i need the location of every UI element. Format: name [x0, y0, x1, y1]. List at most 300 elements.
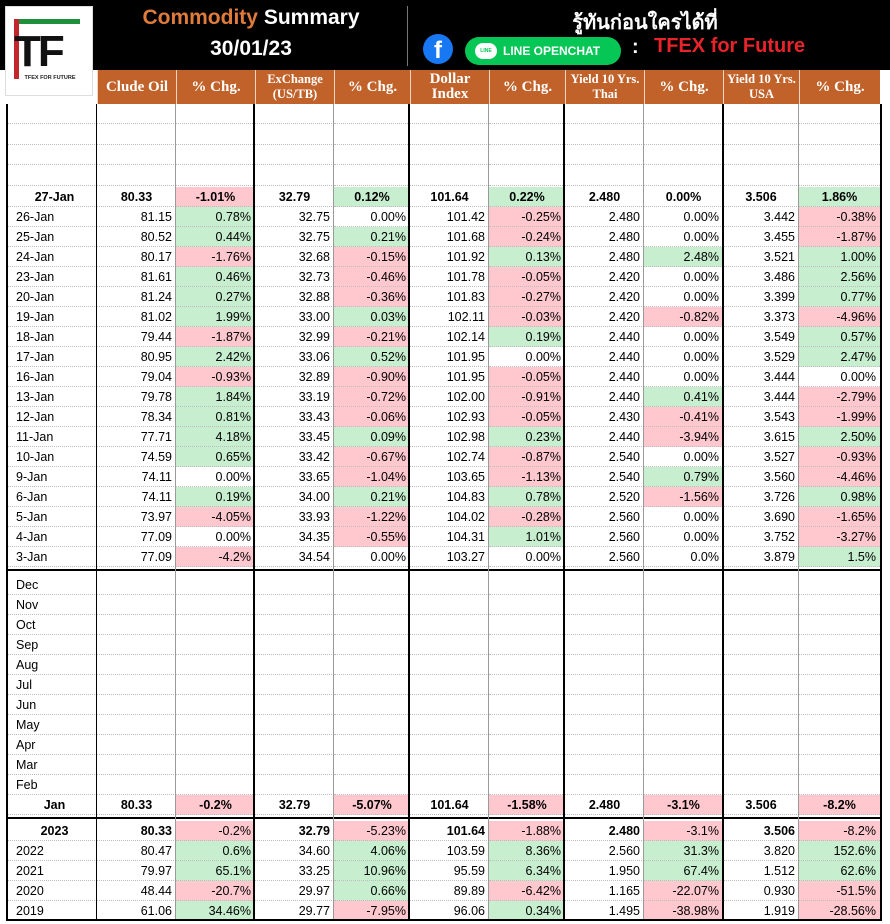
value-cell	[565, 125, 644, 145]
row-label: Oct	[6, 615, 97, 635]
value-cell	[723, 755, 799, 775]
row-label: 4-Jan	[6, 527, 97, 547]
value-cell: 33.19	[255, 387, 334, 407]
row-label: 2023	[6, 821, 97, 841]
change-cell	[644, 166, 723, 186]
value-cell: 2.440	[565, 327, 644, 347]
row-label: Dec	[6, 575, 97, 595]
change-cell: -1.76%	[176, 247, 255, 267]
value-cell	[97, 695, 176, 715]
change-cell: 0.19%	[176, 487, 255, 507]
change-cell: -51.5%	[799, 881, 880, 901]
value-cell: 29.97	[255, 881, 334, 901]
change-cell: -22.07%	[644, 881, 723, 901]
value-cell	[565, 104, 644, 124]
change-cell: 0.57%	[799, 327, 880, 347]
change-cell: -0.05%	[489, 267, 565, 287]
value-cell	[410, 575, 489, 595]
value-cell: 101.83	[410, 287, 489, 307]
change-cell: -0.93%	[176, 367, 255, 387]
value-cell: 103.65	[410, 467, 489, 487]
line-openchat-button[interactable]	[465, 37, 621, 65]
change-cell	[176, 615, 255, 635]
change-cell: 0.52%	[334, 347, 410, 367]
change-cell: -0.90%	[334, 367, 410, 387]
change-cell: -0.72%	[334, 387, 410, 407]
change-cell: -0.28%	[489, 507, 565, 527]
value-cell: 2.440	[565, 387, 644, 407]
daily-row	[0, 247, 890, 267]
change-cell	[334, 104, 410, 124]
value-cell: 102.11	[410, 307, 489, 327]
change-cell	[334, 755, 410, 775]
row-label: Sep	[6, 635, 97, 655]
column-rule	[408, 104, 410, 920]
change-cell	[644, 145, 723, 165]
section-divider	[6, 817, 882, 819]
value-cell	[723, 715, 799, 735]
value-cell: 81.24	[97, 287, 176, 307]
facebook-icon[interactable]: f	[423, 34, 453, 64]
row-label: 18-Jan	[6, 327, 97, 347]
value-cell: 34.00	[255, 487, 334, 507]
value-cell: 32.79	[255, 187, 334, 207]
change-cell: -0.82%	[644, 307, 723, 327]
change-cell: 0.19%	[489, 327, 565, 347]
change-cell: -3.1%	[644, 795, 723, 815]
month-row	[0, 755, 890, 775]
value-cell: 34.35	[255, 527, 334, 547]
change-cell: -0.87%	[489, 447, 565, 467]
change-cell: -5.07%	[334, 795, 410, 815]
change-cell: 0.41%	[644, 387, 723, 407]
tf-logo	[5, 6, 93, 96]
change-cell	[489, 635, 565, 655]
daily-row	[0, 467, 890, 487]
value-cell	[97, 166, 176, 186]
change-cell	[176, 755, 255, 775]
change-cell: 34.46%	[176, 901, 255, 921]
change-cell: -1.22%	[334, 507, 410, 527]
value-cell: 33.42	[255, 447, 334, 467]
change-cell	[644, 775, 723, 795]
change-cell: 1.5%	[799, 547, 880, 567]
change-cell: 0.00%	[334, 207, 410, 227]
value-cell: 80.47	[97, 841, 176, 861]
change-cell: 0.00%	[489, 547, 565, 567]
change-cell: 0.78%	[489, 487, 565, 507]
value-cell: 48.44	[97, 881, 176, 901]
row-label: 16-Jan	[6, 367, 97, 387]
change-cell: 0.00%	[644, 507, 723, 527]
empty-row	[0, 125, 890, 145]
value-cell	[255, 695, 334, 715]
change-cell: 6.34%	[489, 861, 565, 881]
value-cell: 101.42	[410, 207, 489, 227]
change-cell	[489, 125, 565, 145]
value-cell: 3.444	[723, 367, 799, 387]
change-cell	[489, 715, 565, 735]
change-cell: 0.09%	[334, 427, 410, 447]
change-cell	[176, 125, 255, 145]
value-cell	[97, 595, 176, 615]
header-colon: :	[632, 36, 639, 58]
change-cell: 0.00%	[644, 287, 723, 307]
column-header-3: % Chg.	[334, 70, 410, 104]
value-cell: 74.59	[97, 447, 176, 467]
value-cell: 2.520	[565, 487, 644, 507]
value-cell: 3.752	[723, 527, 799, 547]
change-cell	[176, 145, 255, 165]
daily-row	[0, 487, 890, 507]
row-label: 2021	[6, 861, 97, 881]
row-label: 24-Jan	[6, 247, 97, 267]
change-cell: -1.87%	[176, 327, 255, 347]
column-rule	[96, 104, 97, 920]
value-cell: 61.06	[97, 901, 176, 921]
value-cell	[723, 595, 799, 615]
change-cell: 0.00%	[489, 347, 565, 367]
month-row	[0, 655, 890, 675]
value-cell	[565, 615, 644, 635]
change-cell	[799, 615, 880, 635]
row-label	[6, 104, 97, 124]
change-cell	[799, 715, 880, 735]
change-cell: -0.36%	[334, 287, 410, 307]
change-cell: -1.01%	[176, 187, 255, 207]
change-cell	[799, 104, 880, 124]
change-cell: 0.00%	[799, 367, 880, 387]
change-cell: 0.0%	[644, 547, 723, 567]
value-cell	[565, 655, 644, 675]
change-cell: -1.13%	[489, 467, 565, 487]
value-cell	[565, 775, 644, 795]
column-rule	[880, 104, 882, 920]
daily-row	[0, 327, 890, 347]
change-cell: -3.94%	[644, 427, 723, 447]
value-cell: 3.442	[723, 207, 799, 227]
change-cell	[489, 104, 565, 124]
change-cell: 0.00%	[644, 187, 723, 207]
daily-row	[0, 347, 890, 367]
value-cell: 2.420	[565, 267, 644, 287]
change-cell: -1.99%	[799, 407, 880, 427]
column-header-8: Yield 10 Yrs. USA	[723, 70, 799, 104]
change-cell: 2.56%	[799, 267, 880, 287]
row-label: May	[6, 715, 97, 735]
daily-row	[0, 367, 890, 387]
row-label: 19-Jan	[6, 307, 97, 327]
value-cell	[565, 675, 644, 695]
change-cell: -0.91%	[489, 387, 565, 407]
value-cell	[410, 145, 489, 165]
value-cell	[410, 166, 489, 186]
change-cell: 0.21%	[334, 487, 410, 507]
value-cell	[723, 145, 799, 165]
change-cell: -7.95%	[334, 901, 410, 921]
value-cell	[255, 735, 334, 755]
value-cell	[255, 575, 334, 595]
change-cell	[799, 775, 880, 795]
daily-row	[0, 427, 890, 447]
change-cell: -0.24%	[489, 227, 565, 247]
change-cell: 0.13%	[489, 247, 565, 267]
change-cell	[334, 675, 410, 695]
value-cell: 2.420	[565, 307, 644, 327]
change-cell: 0.21%	[334, 227, 410, 247]
change-cell	[799, 755, 880, 775]
change-cell	[489, 595, 565, 615]
value-cell	[410, 104, 489, 124]
change-cell	[799, 125, 880, 145]
value-cell	[97, 675, 176, 695]
value-cell: 81.61	[97, 267, 176, 287]
month-row	[0, 735, 890, 755]
value-cell: 3.444	[723, 387, 799, 407]
change-cell	[334, 125, 410, 145]
change-cell: -6.42%	[489, 881, 565, 901]
month-row	[0, 635, 890, 655]
jan-summary-row	[0, 795, 890, 815]
change-cell: 0.00%	[644, 527, 723, 547]
change-cell: -0.06%	[334, 407, 410, 427]
value-cell	[255, 655, 334, 675]
row-label: 9-Jan	[6, 467, 97, 487]
change-cell	[799, 635, 880, 655]
change-cell: 0.6%	[176, 841, 255, 861]
value-cell: 74.11	[97, 467, 176, 487]
change-cell	[799, 145, 880, 165]
change-cell: 1.01%	[489, 527, 565, 547]
change-cell: -3.27%	[799, 527, 880, 547]
row-label: Apr	[6, 735, 97, 755]
value-cell	[565, 145, 644, 165]
change-cell: 0.00%	[176, 527, 255, 547]
change-cell: 1.00%	[799, 247, 880, 267]
section-divider	[6, 569, 882, 571]
change-cell: 2.48%	[644, 247, 723, 267]
value-cell	[410, 655, 489, 675]
daily-row	[0, 227, 890, 247]
value-cell: 3.543	[723, 407, 799, 427]
value-cell: 1.919	[723, 901, 799, 921]
row-label: 2019	[6, 901, 97, 921]
value-cell	[255, 595, 334, 615]
change-cell: -2.79%	[799, 387, 880, 407]
row-label: 2020	[6, 881, 97, 901]
daily-row	[0, 267, 890, 287]
change-cell: 2.50%	[799, 427, 880, 447]
change-cell	[644, 655, 723, 675]
value-cell: 32.68	[255, 247, 334, 267]
report-date: 30/01/23	[210, 37, 292, 60]
daily-row	[0, 527, 890, 547]
value-cell	[565, 715, 644, 735]
value-cell: 95.59	[410, 861, 489, 881]
row-label: 5-Jan	[6, 507, 97, 527]
value-cell: 32.75	[255, 227, 334, 247]
value-cell	[410, 775, 489, 795]
change-cell: 0.00%	[644, 347, 723, 367]
row-label: Nov	[6, 595, 97, 615]
year-row	[0, 901, 890, 921]
row-label: 2022	[6, 841, 97, 861]
value-cell: 3.527	[723, 447, 799, 467]
row-label: Jul	[6, 675, 97, 695]
value-cell: 32.79	[255, 795, 334, 815]
value-cell: 1.495	[565, 901, 644, 921]
row-label: 6-Jan	[6, 487, 97, 507]
value-cell	[255, 166, 334, 186]
change-cell	[176, 715, 255, 735]
change-cell: -0.25%	[489, 207, 565, 227]
change-cell	[334, 775, 410, 795]
change-cell: 0.81%	[176, 407, 255, 427]
change-cell: 2.47%	[799, 347, 880, 367]
change-cell	[489, 755, 565, 775]
empty-row	[0, 145, 890, 165]
change-cell	[799, 595, 880, 615]
change-cell	[334, 655, 410, 675]
change-cell	[644, 755, 723, 775]
value-cell: 29.77	[255, 901, 334, 921]
value-cell: 89.89	[410, 881, 489, 901]
value-cell: 79.44	[97, 327, 176, 347]
change-cell: -0.46%	[334, 267, 410, 287]
change-cell: -0.38%	[799, 207, 880, 227]
value-cell	[723, 775, 799, 795]
value-cell: 2.440	[565, 367, 644, 387]
value-cell: 34.60	[255, 841, 334, 861]
row-label: 3-Jan	[6, 547, 97, 567]
value-cell: 2.540	[565, 467, 644, 487]
change-cell	[334, 715, 410, 735]
page-title: Commodity Summary	[142, 6, 360, 29]
change-cell	[799, 735, 880, 755]
change-cell: -5.23%	[334, 821, 410, 841]
value-cell	[97, 145, 176, 165]
value-cell	[565, 575, 644, 595]
value-cell: 3.455	[723, 227, 799, 247]
value-cell: 0.930	[723, 881, 799, 901]
daily-row	[0, 547, 890, 567]
change-cell: -4.46%	[799, 467, 880, 487]
change-cell: -0.41%	[644, 407, 723, 427]
month-row	[0, 595, 890, 615]
value-cell: 80.33	[97, 795, 176, 815]
change-cell	[334, 635, 410, 655]
value-cell	[723, 104, 799, 124]
value-cell: 101.92	[410, 247, 489, 267]
value-cell: 33.93	[255, 507, 334, 527]
value-cell: 1.512	[723, 861, 799, 881]
change-cell: 0.79%	[644, 467, 723, 487]
value-cell: 3.549	[723, 327, 799, 347]
value-cell: 33.43	[255, 407, 334, 427]
row-label: Aug	[6, 655, 97, 675]
value-cell	[97, 735, 176, 755]
value-cell: 81.02	[97, 307, 176, 327]
row-label: 11-Jan	[6, 427, 97, 447]
change-cell: 2.42%	[176, 347, 255, 367]
change-cell: -1.87%	[799, 227, 880, 247]
value-cell	[97, 715, 176, 735]
change-cell	[489, 575, 565, 595]
value-cell: 33.45	[255, 427, 334, 447]
line-chat-icon: LINE	[475, 43, 497, 59]
value-cell	[97, 655, 176, 675]
change-cell: 0.00%	[644, 367, 723, 387]
change-cell	[176, 595, 255, 615]
value-cell	[410, 715, 489, 735]
value-cell: 32.89	[255, 367, 334, 387]
change-cell	[334, 735, 410, 755]
column-rule	[6, 104, 8, 920]
value-cell: 102.98	[410, 427, 489, 447]
value-cell: 2.480	[565, 821, 644, 841]
logo-subtitle: TFEX FOR FUTURE	[24, 75, 76, 81]
value-cell: 2.560	[565, 527, 644, 547]
row-label: 13-Jan	[6, 387, 97, 407]
value-cell: 3.373	[723, 307, 799, 327]
column-rule	[563, 104, 565, 920]
change-cell: 0.12%	[334, 187, 410, 207]
value-cell: 2.430	[565, 407, 644, 427]
value-cell: 33.00	[255, 307, 334, 327]
value-cell: 2.480	[565, 207, 644, 227]
latest-row	[0, 187, 890, 207]
value-cell	[410, 675, 489, 695]
change-cell	[176, 166, 255, 186]
change-cell: 0.34%	[489, 901, 565, 921]
value-cell: 79.78	[97, 387, 176, 407]
change-cell	[489, 735, 565, 755]
ytd-row	[0, 821, 890, 841]
change-cell: 0.00%	[644, 207, 723, 227]
row-label	[6, 145, 97, 165]
value-cell: 2.440	[565, 427, 644, 447]
change-cell	[644, 615, 723, 635]
line-openchat-label: LINE OPENCHAT	[503, 44, 601, 58]
change-cell: 4.18%	[176, 427, 255, 447]
change-cell	[176, 695, 255, 715]
row-label: 23-Jan	[6, 267, 97, 287]
value-cell: 3.486	[723, 267, 799, 287]
value-cell: 32.79	[255, 821, 334, 841]
row-label: 10-Jan	[6, 447, 97, 467]
value-cell	[255, 755, 334, 775]
daily-row	[0, 447, 890, 467]
change-cell	[334, 595, 410, 615]
value-cell	[565, 695, 644, 715]
change-cell: -0.15%	[334, 247, 410, 267]
value-cell: 101.78	[410, 267, 489, 287]
row-label: 27-Jan	[6, 187, 97, 207]
value-cell: 80.95	[97, 347, 176, 367]
year-row	[0, 881, 890, 901]
change-cell: 1.84%	[176, 387, 255, 407]
change-cell: 62.6%	[799, 861, 880, 881]
change-cell: -0.05%	[489, 407, 565, 427]
value-cell	[565, 595, 644, 615]
change-cell: 8.36%	[489, 841, 565, 861]
change-cell	[644, 125, 723, 145]
change-cell	[489, 145, 565, 165]
change-cell: -28.56%	[799, 901, 880, 921]
value-cell	[255, 715, 334, 735]
change-cell	[644, 575, 723, 595]
value-cell	[565, 166, 644, 186]
